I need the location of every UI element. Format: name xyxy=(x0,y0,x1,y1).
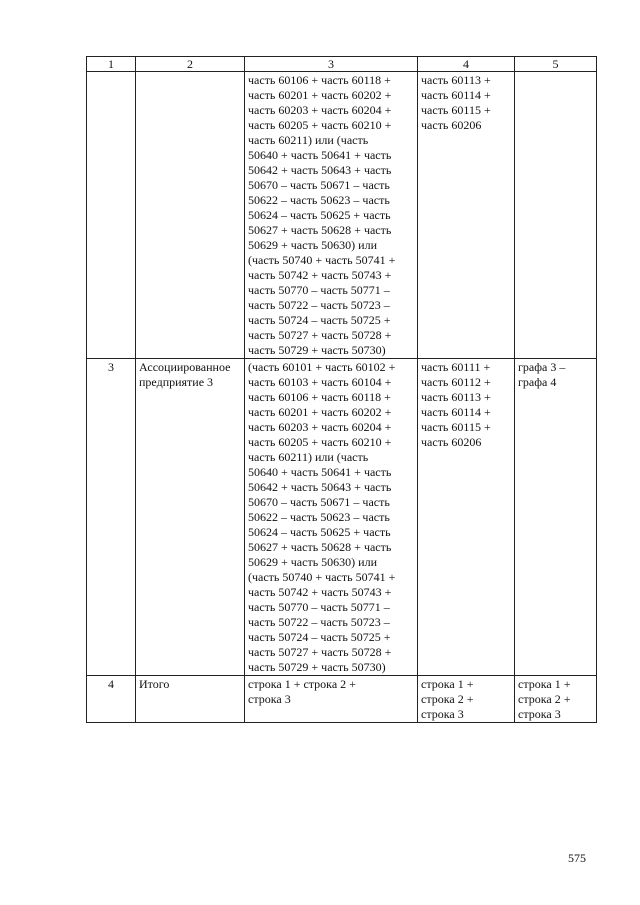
formula-cell xyxy=(245,72,418,359)
data-table xyxy=(86,56,597,723)
row-name-cell xyxy=(136,72,245,359)
result-text: строка 1 + строка 2 + строка 3 xyxy=(518,677,571,721)
table-row xyxy=(87,359,597,676)
accounts-cell xyxy=(418,676,515,723)
header-row xyxy=(87,57,597,72)
column-header-2: 2 xyxy=(136,57,245,72)
row-number: 3 xyxy=(108,360,114,374)
column-header-1: 1 xyxy=(87,57,136,72)
row-number-cell xyxy=(87,359,136,676)
result-cell xyxy=(515,676,597,723)
page-number: 575 xyxy=(568,851,586,865)
column-header-5: 5 xyxy=(515,57,597,72)
row-number: 4 xyxy=(108,677,114,691)
result-cell xyxy=(515,72,597,359)
row-number-cell xyxy=(87,72,136,359)
row-number-cell xyxy=(87,676,136,723)
accounts-cell xyxy=(418,72,515,359)
result-text: графа 3 – графа 4 xyxy=(518,360,566,389)
formula-text: строка 1 + строка 2 + строка 3 xyxy=(248,677,356,706)
accounts-text: часть 60111 + часть 60112 + часть 60113 + часть 60114 + часть 60115 + часть 60206 xyxy=(421,360,491,449)
row-name: Ассоциированное предприятие 3 xyxy=(139,360,231,389)
formula-text: часть 60106 + часть 60118 + часть 60201 + часть 60202 + часть 60203 + часть 60204 + часть 60205 + часть 60210 + часть 60211) или (часть 50640 + часть 50641 + часть 50642 + часть 50643 + часть 50670 – часть 50671 – часть 50622 – часть 50623 – часть 50624 – часть 50625 + часть 50627 + часть 50628 + часть 50629 + часть 50630) или (часть 50740 + часть 50741 + часть 50742 + часть 50743 + часть 50770 – часть 50771 – часть 50722 – часть 50723 – часть 50724 – часть 50725 + часть 50727 + часть 50728 + часть 50729 + часть 50730) xyxy=(248,73,396,357)
formula-cell xyxy=(245,676,418,723)
table-row xyxy=(87,72,597,359)
accounts-text: часть 60113 + часть 60114 + часть 60115 + часть 60206 xyxy=(421,73,491,132)
row-name-cell xyxy=(136,359,245,676)
result-cell xyxy=(515,359,597,676)
formula-text: (часть 60101 + часть 60102 + часть 60103 + часть 60104 + часть 60106 + часть 60118 + часть 60201 + часть 60202 + часть 60203 + часть 60204 + часть 60205 + часть 60210 + часть 60211) или (часть 50640 + часть 50641 + часть 50642 + часть 50643 + часть 50670 – часть 50671 – часть 50622 – часть 50623 – часть 50624 – часть 50625 + часть 50627 + часть 50628 + часть 50629 + часть 50630) или (часть 50740 + часть 50741 + часть 50742 + часть 50743 + часть 50770 – часть 50771 – часть 50722 – часть 50723 – часть 50724 – часть 50725 + часть 50727 + часть 50728 + часть 50729 + часть 50730) xyxy=(248,360,396,674)
accounts-cell xyxy=(418,359,515,676)
row-name: Итого xyxy=(139,677,170,691)
column-header-4: 4 xyxy=(418,57,515,72)
accounts-text: строка 1 + строка 2 + строка 3 xyxy=(421,677,474,721)
formula-cell xyxy=(245,359,418,676)
table-row xyxy=(87,676,597,723)
row-name-cell xyxy=(136,676,245,723)
column-header-3: 3 xyxy=(245,57,418,72)
